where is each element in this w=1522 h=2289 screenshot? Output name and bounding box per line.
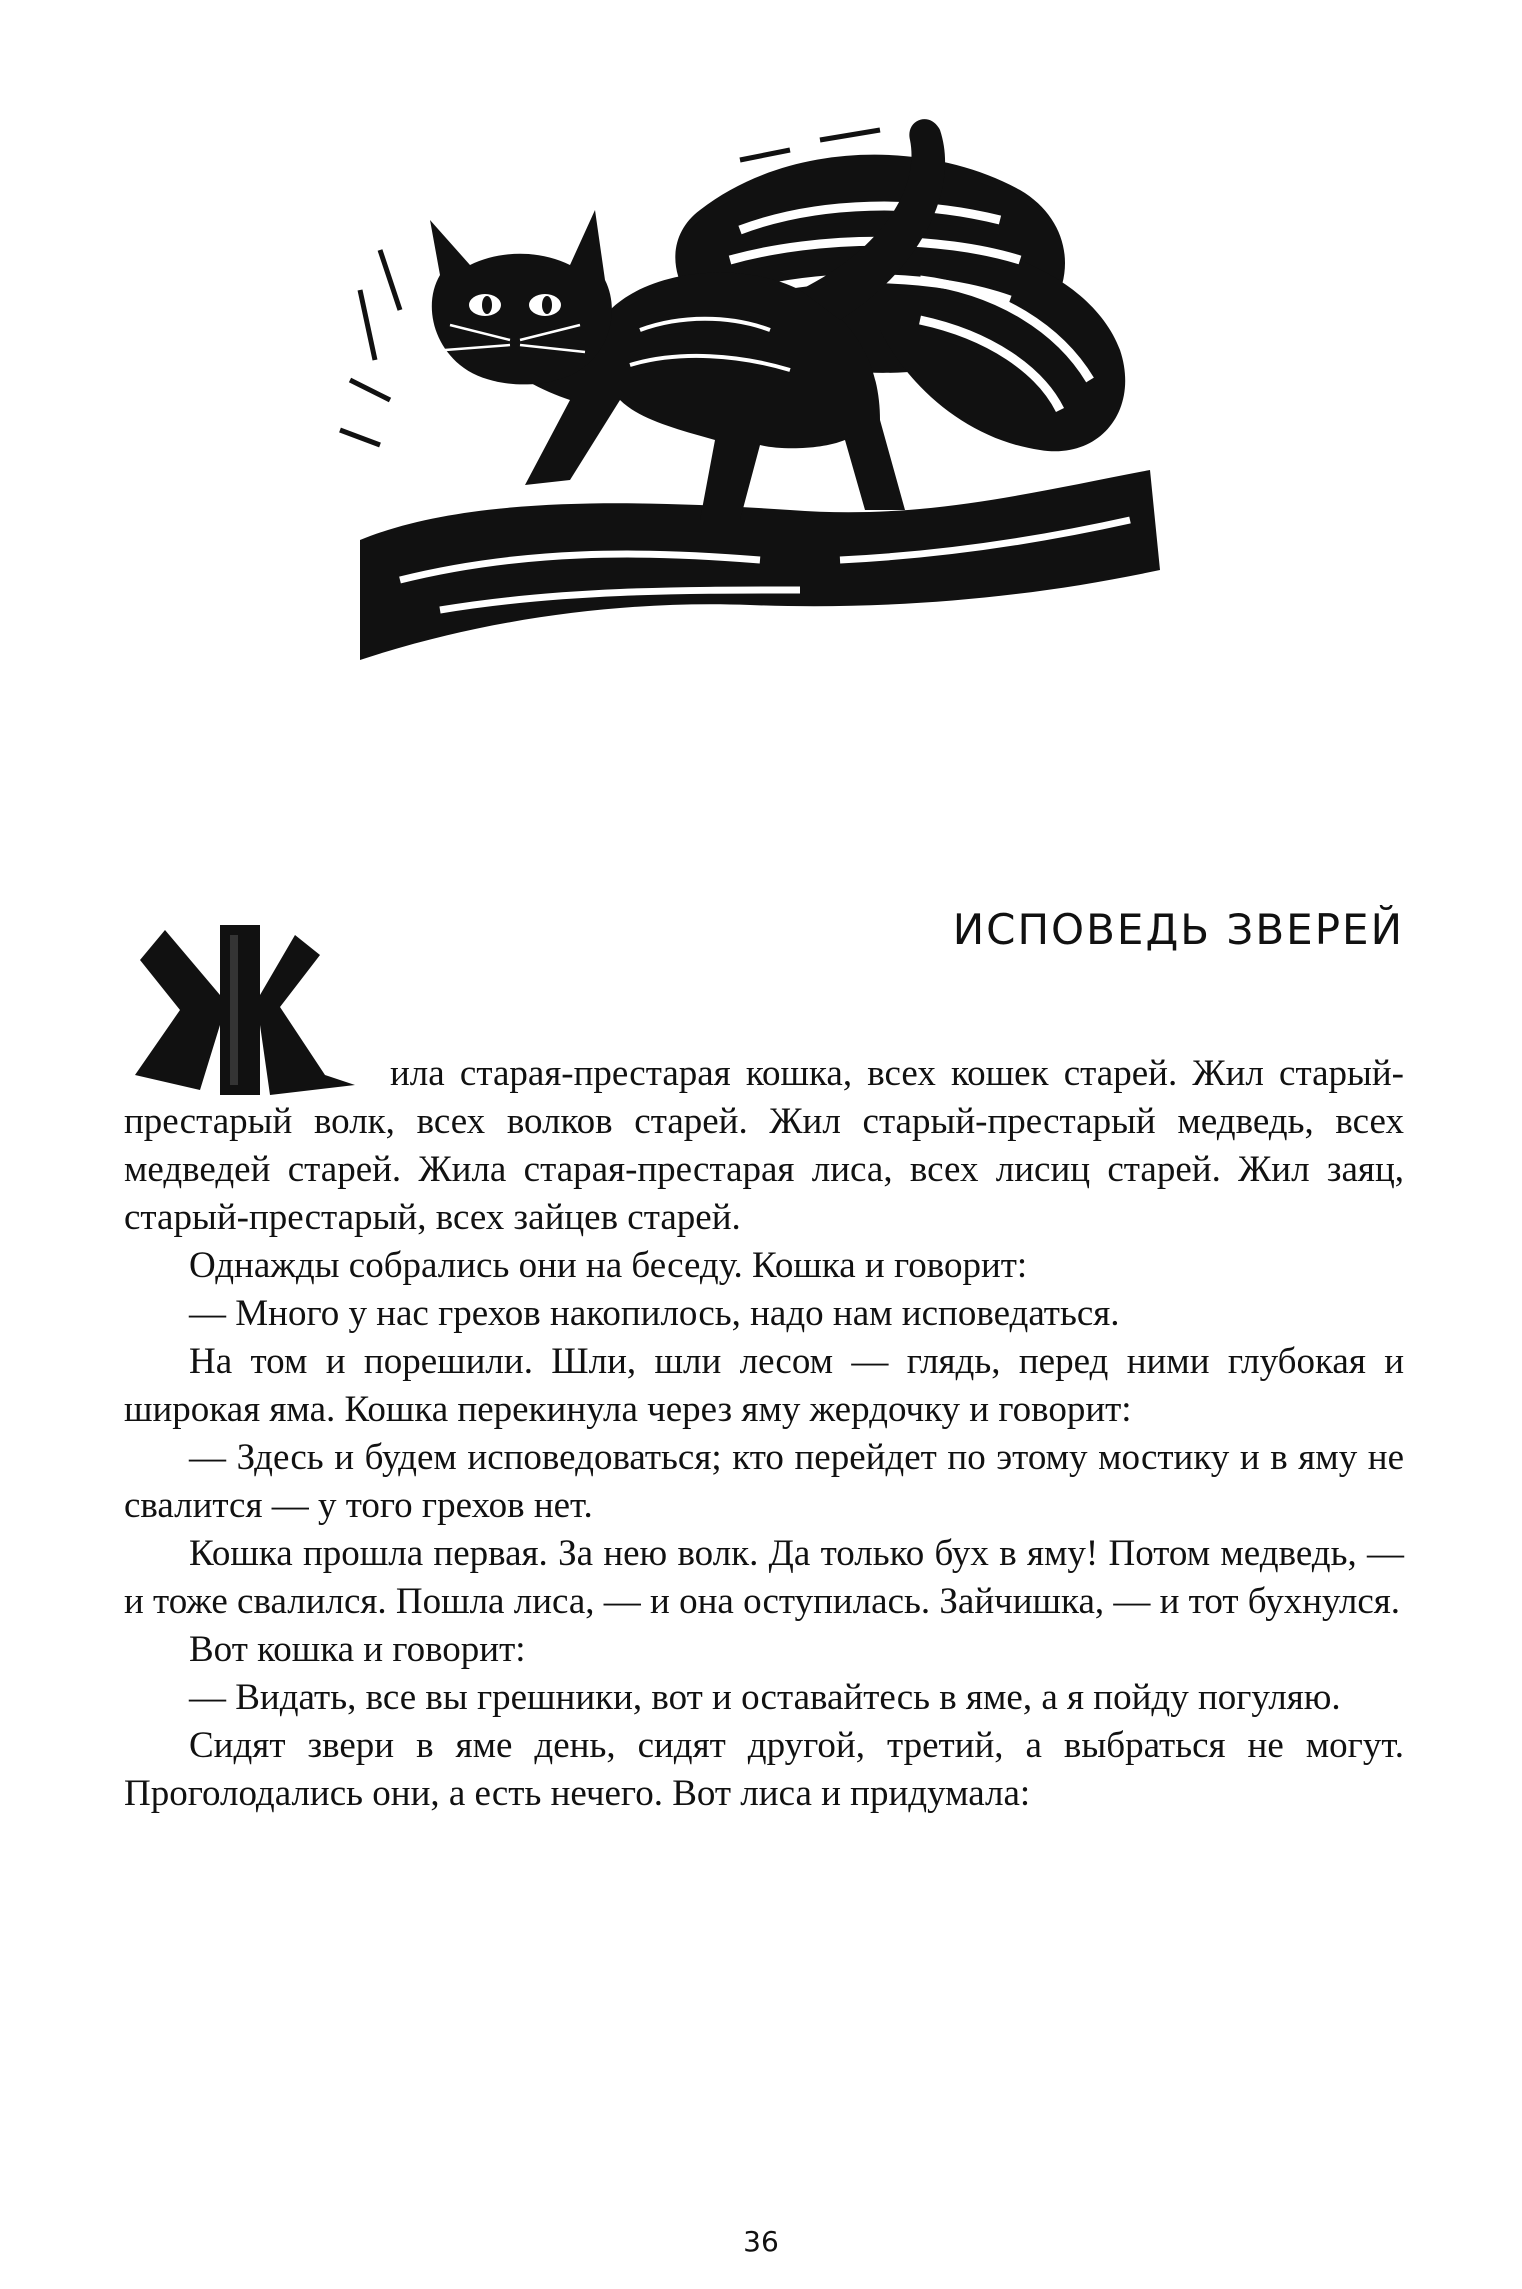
cat-head <box>430 210 612 384</box>
cat-woodcut-illustration <box>320 100 1170 700</box>
paragraph: — Видать, все вы грешники, вот и оставайтесь в яме, а я пойду погуляю. <box>189 1677 1341 1718</box>
paragraph: ила старая-престарая кошка, всех кошек старей. Жил старый-престарый волк, всех волков старей. Жил старый-престарый медведь, всех медведей старей. Жила старая-престарая лиса, всех лисиц старей. Жил заяц, старый-престарый, всех зайцев старей. <box>124 1053 1404 1238</box>
paragraph: Кошка прошла первая. За нею волк. Да только бух в яму! Потом медведь, — и тоже свалился. Пошла лиса, — и она оступилась. Зайчишка, — и тот бухнулся. <box>124 1533 1404 1622</box>
paragraph: Вот кошка и говорит: <box>189 1629 526 1670</box>
paragraph: Сидят звери в яме день, сидят другой, третий, а выбраться не могут. Проголодались они, а есть нечего. Вот лиса и придумала: <box>124 1725 1404 1814</box>
story-text <box>124 1050 1404 1818</box>
paragraph: Однажды собрались они на беседу. Кошка и говорит: <box>189 1245 1028 1286</box>
paragraph: — Здесь и будем исповедоваться; кто перейдет по этому мостику и в яму не свалится — у того грехов нет. <box>124 1437 1404 1526</box>
paragraph: На том и порешили. Шли, шли лесом — глядь, перед ними глубокая и широкая яма. Кошка перекинула через яму жердочку и говорит: <box>124 1341 1404 1430</box>
paragraph: — Много у нас грехов накопилось, надо нам исповедаться. <box>189 1293 1120 1334</box>
page-number: 36 <box>743 2225 779 2258</box>
leaf-shape <box>880 238 1125 451</box>
page-title: ИСПОВЕДЬ ЗВЕРЕЙ <box>952 905 1404 954</box>
